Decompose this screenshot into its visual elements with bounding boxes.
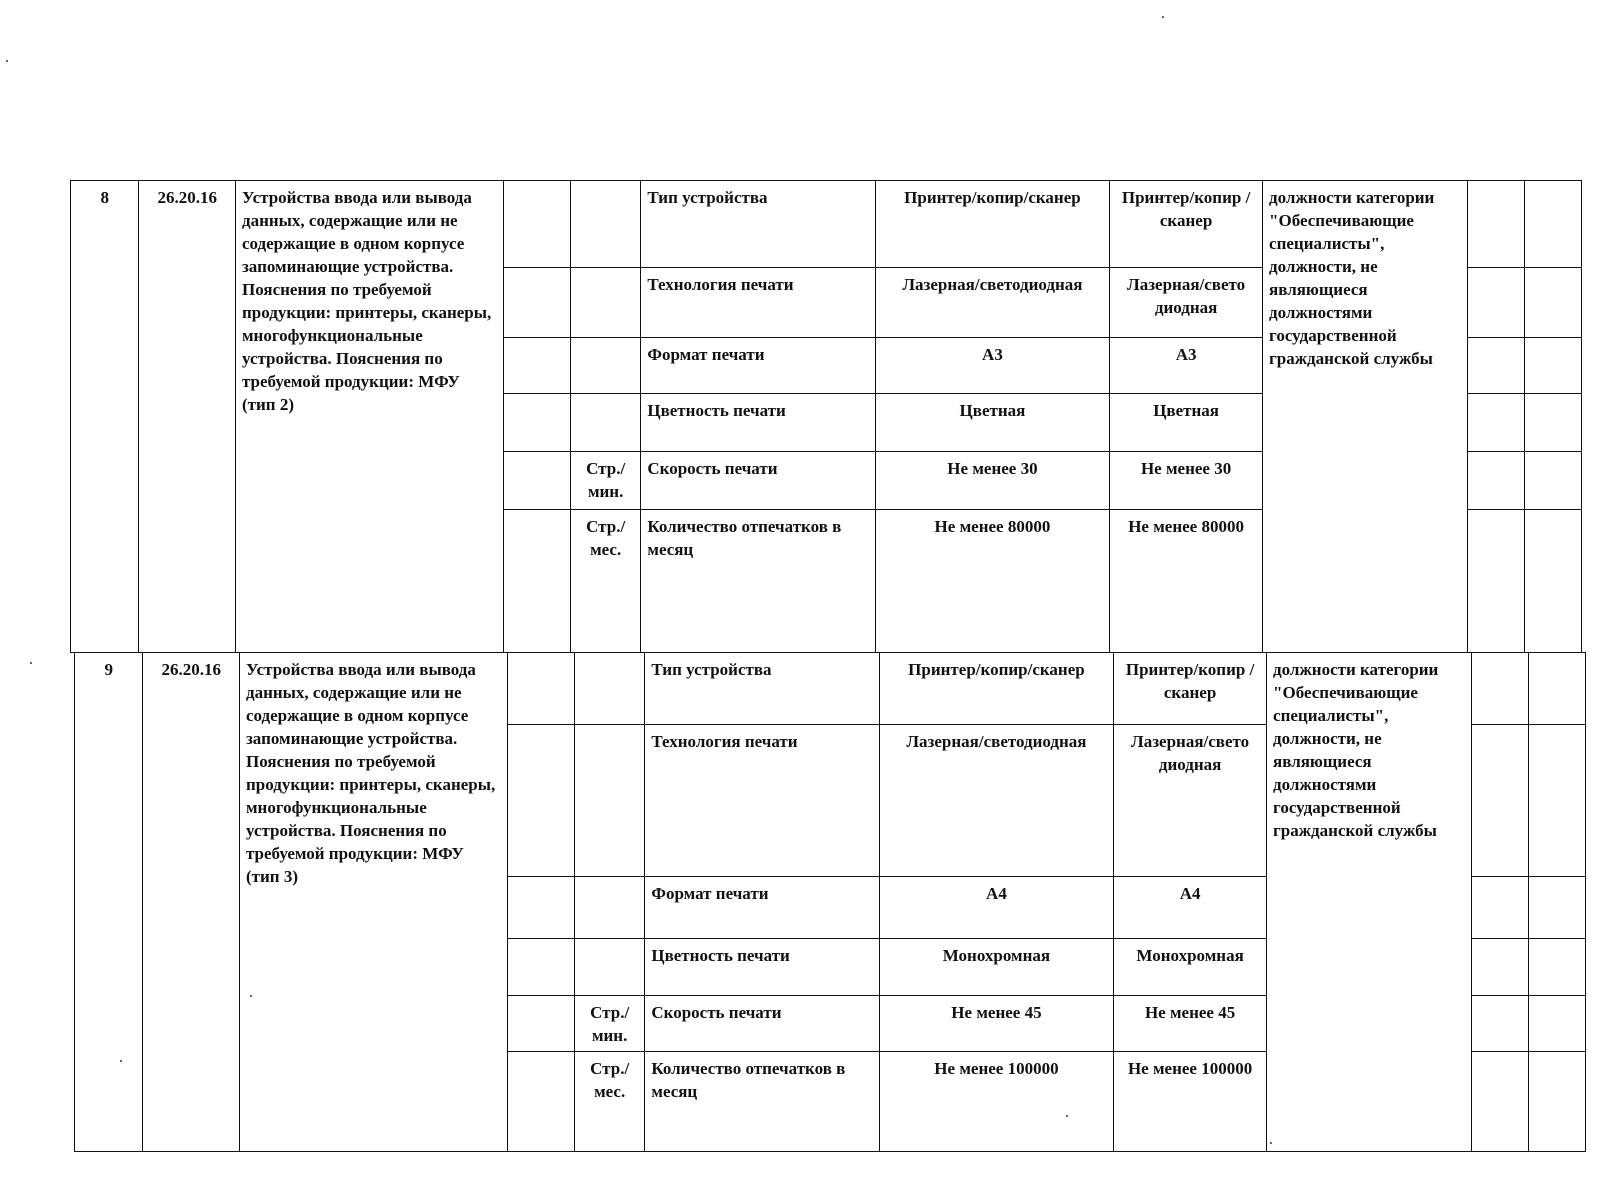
empty-cell — [507, 877, 574, 939]
empty-cell — [1528, 877, 1585, 939]
characteristic-value: А4 — [879, 877, 1113, 939]
characteristic-name: Количество отпечатков в месяц — [645, 1052, 879, 1152]
characteristic-name: Технология печати — [641, 268, 875, 338]
unit-cell — [570, 268, 640, 338]
product-description: Устройства ввода или вывода данных, содержащие или не содержащие в одном корпусе запоминающие устройства. Пояснения по требуемой продукции: принтеры, сканеры, многофункциональные устройства. Пояснения по требуемой продукции: МФУ (тип 2) — [235, 181, 503, 653]
characteristic-name: Цветность печати — [645, 939, 879, 996]
unit-cell — [574, 877, 644, 939]
characteristic-name: Скорость печати — [645, 996, 879, 1052]
spec-table-row-8 — [70, 180, 1582, 653]
unit-cell: Стр./ мес. — [574, 1052, 644, 1152]
empty-cell — [503, 338, 570, 394]
characteristic-value-limit: Монохромная — [1114, 939, 1267, 996]
empty-cell — [1528, 1052, 1585, 1152]
empty-cell — [507, 725, 574, 877]
empty-cell — [507, 1052, 574, 1152]
empty-cell — [1472, 1052, 1528, 1152]
empty-cell — [1524, 338, 1581, 394]
empty-cell — [503, 268, 570, 338]
empty-cell — [507, 996, 574, 1052]
spec-table-row-9 — [74, 652, 1586, 1152]
characteristic-value: Принтер/копир/сканер — [879, 653, 1113, 725]
position-category: должности категории "Обеспечивающие специалисты", должности, не являющиеся должностями государственной гражданской службы — [1263, 181, 1468, 653]
characteristic-value-limit: Лазерная/свето диодная — [1110, 268, 1263, 338]
empty-cell — [503, 181, 570, 268]
characteristic-name: Цветность печати — [641, 394, 875, 452]
unit-cell — [574, 725, 644, 877]
characteristic-name: Технология печати — [645, 725, 879, 877]
characteristic-value: Лазерная/светодиодная — [879, 725, 1113, 877]
characteristic-value: Не менее 80000 — [875, 510, 1109, 653]
empty-cell — [1528, 939, 1585, 996]
empty-cell — [503, 394, 570, 452]
empty-cell — [1528, 996, 1585, 1052]
characteristic-name: Скорость печати — [641, 452, 875, 510]
characteristic-value-limit: Не менее 100000 — [1114, 1052, 1267, 1152]
empty-cell — [1472, 725, 1528, 877]
characteristic-value-limit: А3 — [1110, 338, 1263, 394]
empty-cell — [503, 452, 570, 510]
characteristic-value-limit: Не менее 45 — [1114, 996, 1267, 1052]
characteristic-value-limit: Не менее 80000 — [1110, 510, 1263, 653]
characteristic-value: Не менее 45 — [879, 996, 1113, 1052]
empty-cell — [1524, 510, 1581, 653]
empty-cell — [1524, 452, 1581, 510]
characteristic-name: Формат печати — [645, 877, 879, 939]
unit-cell — [570, 394, 640, 452]
position-category: должности категории "Обеспечивающие специалисты", должности, не являющиеся должностями государственной гражданской службы — [1267, 653, 1472, 1152]
characteristic-value-limit: Лазерная/свето диодная — [1114, 725, 1267, 877]
empty-cell — [1472, 653, 1528, 725]
empty-cell — [1468, 181, 1524, 268]
empty-cell — [1524, 181, 1581, 268]
okpd2-code: 26.20.16 — [139, 181, 236, 653]
row-number: 8 — [71, 181, 139, 653]
unit-cell — [570, 181, 640, 268]
empty-cell — [1468, 394, 1524, 452]
empty-cell — [1524, 268, 1581, 338]
unit-cell: Стр./ мес. — [570, 510, 640, 653]
empty-cell — [503, 510, 570, 653]
characteristic-value: Не менее 100000 — [879, 1052, 1113, 1152]
table-row — [75, 653, 1586, 725]
characteristic-value-limit: Принтер/копир /сканер — [1110, 181, 1263, 268]
characteristic-name: Тип устройства — [641, 181, 875, 268]
empty-cell — [1524, 394, 1581, 452]
scan-speck — [30, 662, 32, 664]
scan-speck — [6, 60, 8, 62]
characteristic-value: Лазерная/светодиодная — [875, 268, 1109, 338]
empty-cell — [1528, 725, 1585, 877]
unit-cell — [574, 653, 644, 725]
characteristic-value: Принтер/копир/сканер — [875, 181, 1109, 268]
unit-cell — [570, 338, 640, 394]
scan-speck — [1162, 16, 1164, 18]
characteristic-value-limit: Не менее 30 — [1110, 452, 1263, 510]
empty-cell — [507, 653, 574, 725]
characteristic-value-limit: Цветная — [1110, 394, 1263, 452]
empty-cell — [1472, 877, 1528, 939]
empty-cell — [507, 939, 574, 996]
empty-cell — [1468, 510, 1524, 653]
characteristic-value: Монохромная — [879, 939, 1113, 996]
empty-cell — [1528, 653, 1585, 725]
unit-cell: Стр./ мин. — [570, 452, 640, 510]
empty-cell — [1472, 996, 1528, 1052]
product-description: Устройства ввода или вывода данных, содержащие или не содержащие в одном корпусе запоминающие устройства. Пояснения по требуемой продукции: принтеры, сканеры, многофункциональные устройства. Пояснения по требуемой продукции: МФУ (тип 3) — [239, 653, 507, 1152]
characteristic-value: Не менее 30 — [875, 452, 1109, 510]
empty-cell — [1468, 268, 1524, 338]
characteristic-value: А3 — [875, 338, 1109, 394]
characteristic-name: Количество отпечатков в месяц — [641, 510, 875, 653]
characteristic-value: Цветная — [875, 394, 1109, 452]
unit-cell — [574, 939, 644, 996]
row-number: 9 — [75, 653, 143, 1152]
characteristic-name: Тип устройства — [645, 653, 879, 725]
characteristic-name: Формат печати — [641, 338, 875, 394]
table-row — [71, 181, 1582, 268]
characteristic-value-limit: А4 — [1114, 877, 1267, 939]
characteristic-value-limit: Принтер/копир /сканер — [1114, 653, 1267, 725]
empty-cell — [1468, 338, 1524, 394]
unit-cell: Стр./ мин. — [574, 996, 644, 1052]
empty-cell — [1468, 452, 1524, 510]
okpd2-code: 26.20.16 — [143, 653, 240, 1152]
empty-cell — [1472, 939, 1528, 996]
